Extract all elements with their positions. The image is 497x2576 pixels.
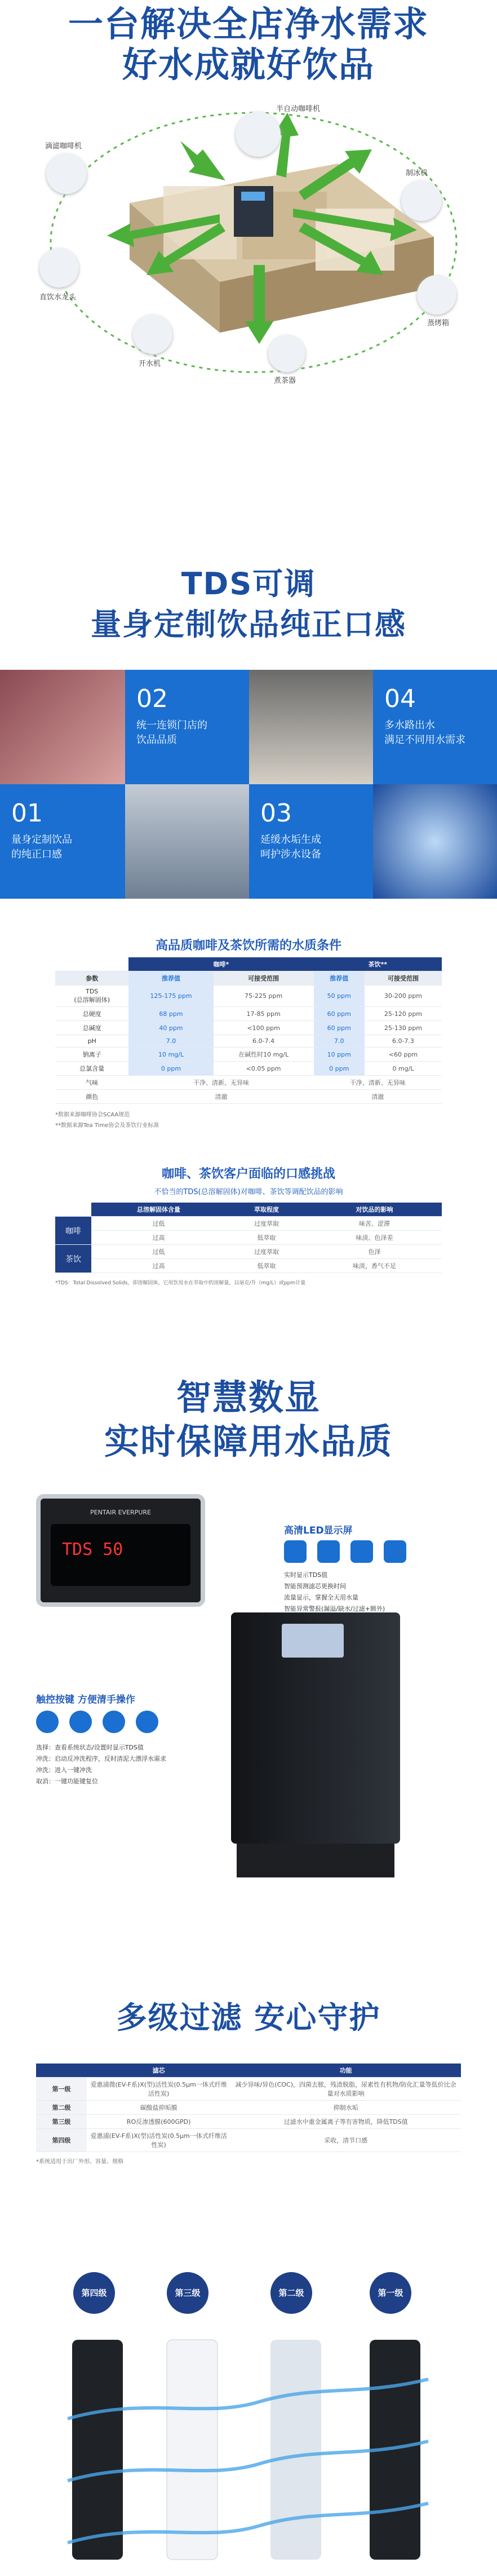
feature-item: 实时显示TDS值 [284, 1571, 328, 1579]
coffee-machine-icon [236, 112, 281, 157]
glass-water-photo [125, 784, 249, 899]
col-header: 总溶解固体含量 [91, 1203, 226, 1217]
feature-item: 取消：一键功能键复位 [36, 1778, 98, 1785]
table-cell: 气味 [55, 1076, 128, 1090]
table-row [55, 1231, 442, 1245]
stage-badge-4: 第四级 [73, 2272, 115, 2314]
quality-table-title: 高品质咖啡及茶饮所需的水质条件 [155, 939, 341, 953]
stage-badge-row [0, 2272, 497, 2323]
table-cell: 60 ppm [314, 1021, 365, 1035]
col-header: 对饮品的影响 [307, 1203, 442, 1217]
col-header: 可接受范围 [365, 971, 442, 986]
drip-coffee-icon [46, 153, 87, 194]
table-cell: 30-200 ppm [365, 986, 442, 1007]
ice-machine-icon [401, 180, 442, 221]
table-cell: 总碱度 [55, 1021, 128, 1035]
stage-badge-2: 第二级 [270, 2272, 312, 2314]
table-cell: 减少异味/异色(COC)，四菌去脓，残渣脱脂，尿素性有机物/防化汇量等低价比余量对水质影响 [230, 2078, 461, 2101]
table-note: *系统适用于出厂外形、容量、规格 [36, 2159, 123, 2165]
tds-card-04 [373, 670, 497, 784]
table-cell: 爱惠浦微(EV-F系)X(型)活性炭(0.5μm一体式纤维活性炭) [87, 2078, 230, 2101]
device-label-boiler: 开水机 [139, 360, 161, 368]
table-row [55, 1259, 442, 1273]
tds-icon [284, 1540, 307, 1563]
table-cell: 0 ppm [128, 1062, 213, 1076]
table-cell: 75-225 ppm [214, 986, 314, 1007]
feature-item: 选择：查看系统状态/设置时显示TDS值 [36, 1744, 144, 1751]
touch-features [36, 1742, 166, 1787]
front-display [282, 1624, 344, 1658]
alarm-icon [384, 1540, 406, 1563]
table-cell: 采收，清节口感 [230, 2129, 461, 2152]
table-cell: <60 ppm [365, 1048, 442, 1062]
table-cell: 50 ppm [314, 986, 365, 1007]
filter-cartridges-illustration [0, 2334, 497, 2571]
touch-icon-row [36, 1711, 205, 1735]
table-cell: 过度萃取 [226, 1217, 307, 1231]
table-row [55, 1062, 442, 1076]
table-cell: 清澈 [314, 1090, 442, 1104]
col-header: 功能 [230, 2064, 461, 2078]
table-cell: 过低 [91, 1245, 226, 1259]
espresso-photo [249, 670, 373, 784]
table-cell: 总硬度 [55, 1007, 128, 1021]
table-row [36, 2129, 461, 2152]
table-cell: 6.0-7.4 [214, 1035, 314, 1048]
water-splash-photo [373, 784, 497, 899]
filter-icon [317, 1540, 340, 1563]
table-cell: pH [55, 1035, 128, 1048]
table-cell: RO反渗透膜(600GPD) [87, 2115, 230, 2129]
card-number: 03 [260, 799, 292, 828]
quality-table-section [0, 936, 497, 1150]
card-number: 01 [11, 799, 43, 828]
table-cell: 17-85 ppm [214, 1007, 314, 1021]
feature-item: 智能异常警报(漏溢/缺水/过滤+额外) [284, 1605, 385, 1612]
table-cell: 抑制水垢 [230, 2101, 461, 2115]
card-text: 多水路出水 满足不同用水需求 [384, 719, 465, 746]
table-cell: 第四级 [36, 2129, 87, 2152]
device-label-ice-machine: 制冰机 [406, 169, 428, 178]
table-cell: 低萃取 [226, 1259, 307, 1273]
table-cell: 味苦、涩滞 [307, 1217, 442, 1231]
hero-section [0, 0, 497, 395]
tea-photo [0, 670, 125, 784]
table-note: **数据来源Tea Time协会及茶饮行业标准 [55, 1123, 159, 1129]
select-icon [36, 1711, 59, 1733]
stage-badge-1: 第一级 [370, 2272, 411, 2314]
table-cell: 第一级 [36, 2078, 87, 2101]
table-cell: 0 ppm [314, 1062, 365, 1076]
table-row [55, 986, 442, 1007]
col-header: 推荐值 [128, 971, 213, 986]
feature-item: 智能预测滤芯更换时间 [284, 1583, 346, 1590]
col-header: 滤芯 [87, 2064, 230, 2078]
table-cell: 过高 [91, 1259, 226, 1273]
filter-table [36, 2064, 461, 2165]
flush-icon [103, 1711, 125, 1733]
card-number: 02 [136, 684, 168, 713]
faucet-icon [39, 248, 79, 288]
feature-item: 流量显示，掌握全天用水量 [284, 1594, 358, 1601]
table-note: *TDS：Total Dissolved Solids，即溶解固体，它用饮用水在萃取中的溶解量，以毫克/升（mg/L）或ppm计量 [55, 1280, 306, 1286]
hero-title-line1: 一台解决全店净水需求 [68, 3, 429, 45]
reset-icon [136, 1711, 158, 1733]
device-label-steam-oven: 蒸烤箱 [427, 319, 450, 328]
table-cell: 在碱性时10 mg/L [214, 1048, 314, 1062]
table-row [36, 2078, 461, 2101]
device-label-semi-auto-coffee: 半自动咖啡机 [276, 105, 321, 113]
table-row [55, 1217, 442, 1231]
table-cell: 125-175 ppm [128, 986, 213, 1007]
table-cell: 干净、清新、无异味 [314, 1076, 442, 1090]
table-cell: 10 mg/L [128, 1048, 213, 1062]
table-cell: 0 mg/L [365, 1062, 442, 1076]
group-coffee: 咖啡* [128, 957, 313, 971]
col-header: 萃取程度 [226, 1203, 307, 1217]
table-cell: 颜色 [55, 1090, 128, 1104]
table-cell: TDS (总溶解固体) [55, 986, 128, 1007]
touch-title: 触控按键 方便清手操作 [36, 1694, 135, 1705]
device-label-drip-coffee: 滴滤咖啡机 [45, 142, 82, 151]
table-cell: 干净、清新、无异味 [128, 1076, 313, 1090]
table-cell: 60 ppm [314, 1007, 365, 1021]
table-cell: 第二级 [36, 2101, 87, 2115]
card-text: 量身定制饮品 的纯正口感 [11, 834, 72, 860]
group-tea: 茶饮** [314, 957, 442, 971]
display-title-line1: 智慧数显 [176, 1377, 321, 1418]
table-cell: 7.0 [314, 1035, 365, 1048]
screen-title: 高清LED显示屏 [284, 1525, 353, 1536]
card-text: 延缓水垢生成 呵护涉水设备 [260, 834, 321, 860]
purifier-unit [231, 1612, 400, 1844]
led-readout: TDS 50 [62, 1540, 123, 1559]
led-screen [51, 1524, 190, 1586]
screen-icon-row [284, 1540, 476, 1565]
table-row [36, 2101, 461, 2115]
caster-base [237, 1844, 394, 1877]
table-cell: 7.0 [128, 1035, 213, 1048]
card-number: 04 [384, 684, 416, 713]
tds-title-line2: 量身定制饮品纯正口感 [91, 607, 406, 642]
table-cell: 味淡，香气不足 [307, 1259, 442, 1273]
table-cell: <100 ppm [214, 1021, 314, 1035]
filter-title: 多级过滤 安心守护 [116, 2000, 381, 2035]
group-label: 咖啡 [55, 1217, 91, 1245]
device-label-tea-maker: 煮茶器 [274, 377, 296, 385]
table-cell: <0.05 ppm [214, 1062, 314, 1076]
table-cell: 过滤水中重金属离子等有害物质，降低TDS值 [230, 2115, 461, 2129]
group-label: 茶饮 [55, 1245, 91, 1273]
table-note: *数据来源咖啡协会SCAA规范 [55, 1112, 130, 1118]
taste-table-subtitle: 不恰当的TDS(总溶解固体)对咖啡、茶饮等调配饮品的影响 [154, 1188, 343, 1196]
quality-table [55, 957, 442, 1129]
tds-card-03 [249, 784, 373, 899]
screen-features [284, 1570, 385, 1615]
table-cell: 25-130 ppm [365, 1021, 442, 1035]
feature-item: 冲洗：进入一键冲洗 [36, 1766, 92, 1774]
tds-card-grid [0, 670, 497, 899]
table-row [55, 1245, 442, 1259]
table-cell: 味淡、色泽差 [307, 1231, 442, 1245]
table-cell: 低萃取 [226, 1231, 307, 1245]
taste-table [55, 1203, 442, 1286]
table-cell: 总氯含量 [55, 1062, 128, 1076]
table-cell: 过高 [91, 1231, 226, 1245]
table-cell: 过低 [91, 1217, 226, 1231]
table-cell: 6.0-7.3 [365, 1035, 442, 1048]
table-row [55, 1035, 442, 1048]
tds-title-line1: TDS可调 [181, 566, 316, 602]
refresh-icon [69, 1711, 92, 1733]
tds-card-02 [125, 670, 249, 784]
stage-badge-3: 第三级 [167, 2272, 208, 2314]
table-cell: 10 ppm [314, 1048, 365, 1062]
table-row [55, 1076, 442, 1090]
table-row [55, 1048, 442, 1062]
taste-table-section [0, 1164, 497, 1333]
table-cell: 钠离子 [55, 1048, 128, 1062]
filter-section [0, 1996, 497, 2576]
device-label-faucet: 直饮水龙头 [39, 293, 77, 302]
control-panel [36, 1494, 205, 1607]
table-row [55, 1021, 442, 1035]
hero-title-line2: 好水成就好饮品 [122, 44, 375, 85]
flow-icon [350, 1540, 373, 1563]
table-row [55, 1090, 442, 1104]
table-cell: 40 ppm [128, 1021, 213, 1035]
col-header: 参数 [55, 971, 128, 986]
tds-section [0, 564, 497, 902]
steam-oven-icon [417, 275, 456, 315]
col-header: 推荐值 [314, 971, 365, 986]
table-row [55, 1007, 442, 1021]
table-cell: 碳酸盐抑垢膜 [87, 2101, 230, 2115]
table-row [36, 2115, 461, 2129]
tea-maker-icon [268, 335, 305, 372]
display-section [0, 1376, 497, 1956]
table-cell: 过度萃取 [226, 1245, 307, 1259]
taste-table-title: 咖啡、茶饮客户面临的口感挑战 [161, 1167, 335, 1181]
card-text: 统一连锁门店的 饮品品质 [136, 719, 207, 746]
table-cell: 第三级 [36, 2115, 87, 2129]
feature-item: 冲洗：启动反冲洗程序，反时清泥大漂浮水需求 [36, 1755, 166, 1762]
col-header [36, 2064, 87, 2078]
col-header: 可接受范围 [214, 971, 314, 986]
table-cell: 25-120 ppm [365, 1007, 442, 1021]
panel-brand: PENTAIR EVERPURE [90, 1509, 151, 1516]
boiler-icon [133, 315, 172, 354]
table-cell: 爱惠浦(EV-F系)X(型)活性炭(0.5μm一体式纤维活性炭) [87, 2129, 230, 2152]
table-cell: 68 ppm [128, 1007, 213, 1021]
table-cell: 色泽 [307, 1245, 442, 1259]
table-cell: 清澈 [128, 1090, 313, 1104]
tds-card-01 [0, 784, 125, 899]
display-title-line2: 实时保障用水品质 [104, 1421, 393, 1462]
